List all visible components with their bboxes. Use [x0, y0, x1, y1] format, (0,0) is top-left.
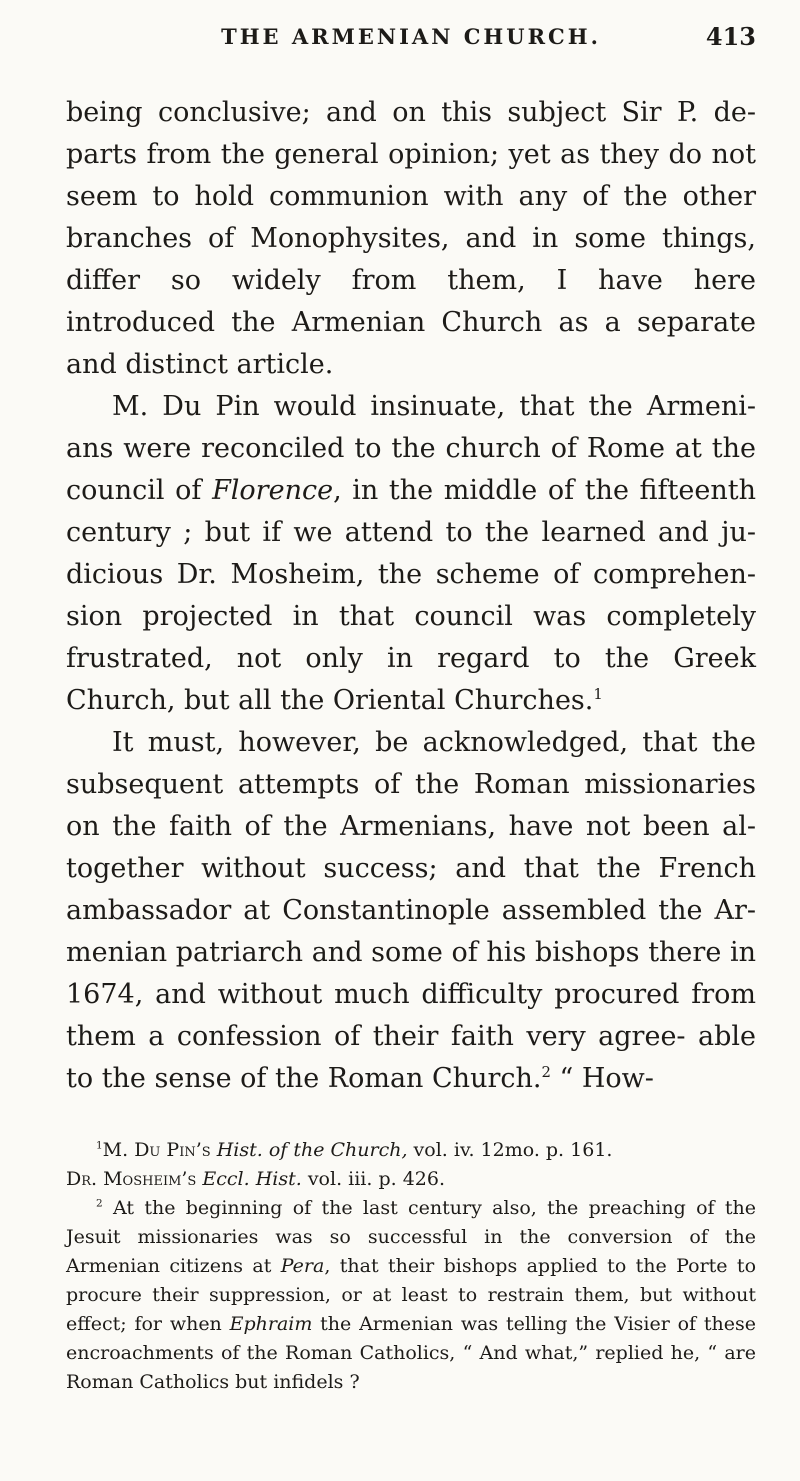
book-page: [66, 0, 756, 1481]
footnote-1-cont: [66, 1165, 756, 1194]
footnote-2: [66, 1194, 756, 1397]
footnote-2-mark: 2: [96, 1197, 103, 1210]
paragraph-3: [66, 722, 756, 1100]
page-header: [66, 0, 756, 78]
paragraph-2-text-a: M. Du Pin would insinuate, that the Armeni- ans were reconciled to the church of Rome at the council of: [66, 391, 756, 506]
paragraph-3-text-a: It must, however, be acknowledged, that the subsequent attempts of the Roman missionaries on the faith of the Armenians, have not been al- together without success; and that the French ambassador at Constantinople assembled the Ar- menian patriarch and some of his bishops there in 1674, and without much difficulty procured from them a confession of their faith very agree- able to the sense of the Roman Church.: [66, 727, 756, 1094]
footnote-1-detail-2: vol. iii. p. 426.: [301, 1168, 446, 1190]
footnote-1-mark: 1: [96, 1139, 103, 1152]
page-number: 413: [705, 22, 756, 51]
paragraph-3-text-b: “ How-: [550, 1063, 654, 1094]
footnote-2-text-c: the Armenian was telling the Visier of these encroachments of the Roman Catholics, “ And what,” replied he, “ are Roman Catholics but infidels ?: [66, 1313, 756, 1393]
footnote-1-detail: vol. iv. 12mo. p. 161.: [407, 1139, 613, 1161]
footnote-2-text-a: At the beginning of the last century also, the preaching of the Jesuit missionaries was so successful in the conversion of the Armenian citizens at: [66, 1197, 756, 1277]
footnotes: [66, 1136, 756, 1397]
footnote-1-author-2: Dr. Mosheim’s: [66, 1168, 197, 1190]
footnote-1-title: Hist. of the Church,: [216, 1139, 408, 1161]
footnote-1-title-2: Eccl. Hist.: [202, 1168, 302, 1190]
footnote-1-author: M. Du Pin’s: [102, 1139, 211, 1161]
paragraph-2: [66, 386, 756, 722]
footnote-1: [66, 1136, 756, 1165]
footnote-2-text-b: , that their bishops applied to the Porte to procure their suppression, or at least to restrain them, but without effect; for when: [66, 1255, 757, 1335]
footnote-ref-2: 2: [541, 1063, 551, 1081]
paragraph-1-text: being conclusive; and on this subject Sir P. de- parts from the general opinion; yet as they do not seem to hold communion with any of the other branches of Monophysites, and in some things, differ so widely from them, I have here introduced the Armenian Church as a separate and distinct article.: [66, 97, 756, 380]
running-title: THE ARMENIAN CHURCH.: [221, 24, 601, 49]
footnote-2-italic-1: Pera: [280, 1255, 325, 1277]
footnote-2-italic-2: Ephraim: [229, 1313, 313, 1335]
footnote-ref-1: 1: [593, 685, 603, 703]
paragraph-2-italic: Florence: [212, 475, 334, 506]
main-text: [66, 92, 756, 1100]
paragraph-2-text-b: , in the middle of the fifteenth century ; but if we attend to the learned and ju- dicious Dr. Mosheim, the scheme of comprehen- sion projected in that council was completely frustrated, not only in regard to the Greek Church, but all the Oriental Churches.: [66, 475, 756, 716]
paragraph-1: [66, 92, 756, 386]
